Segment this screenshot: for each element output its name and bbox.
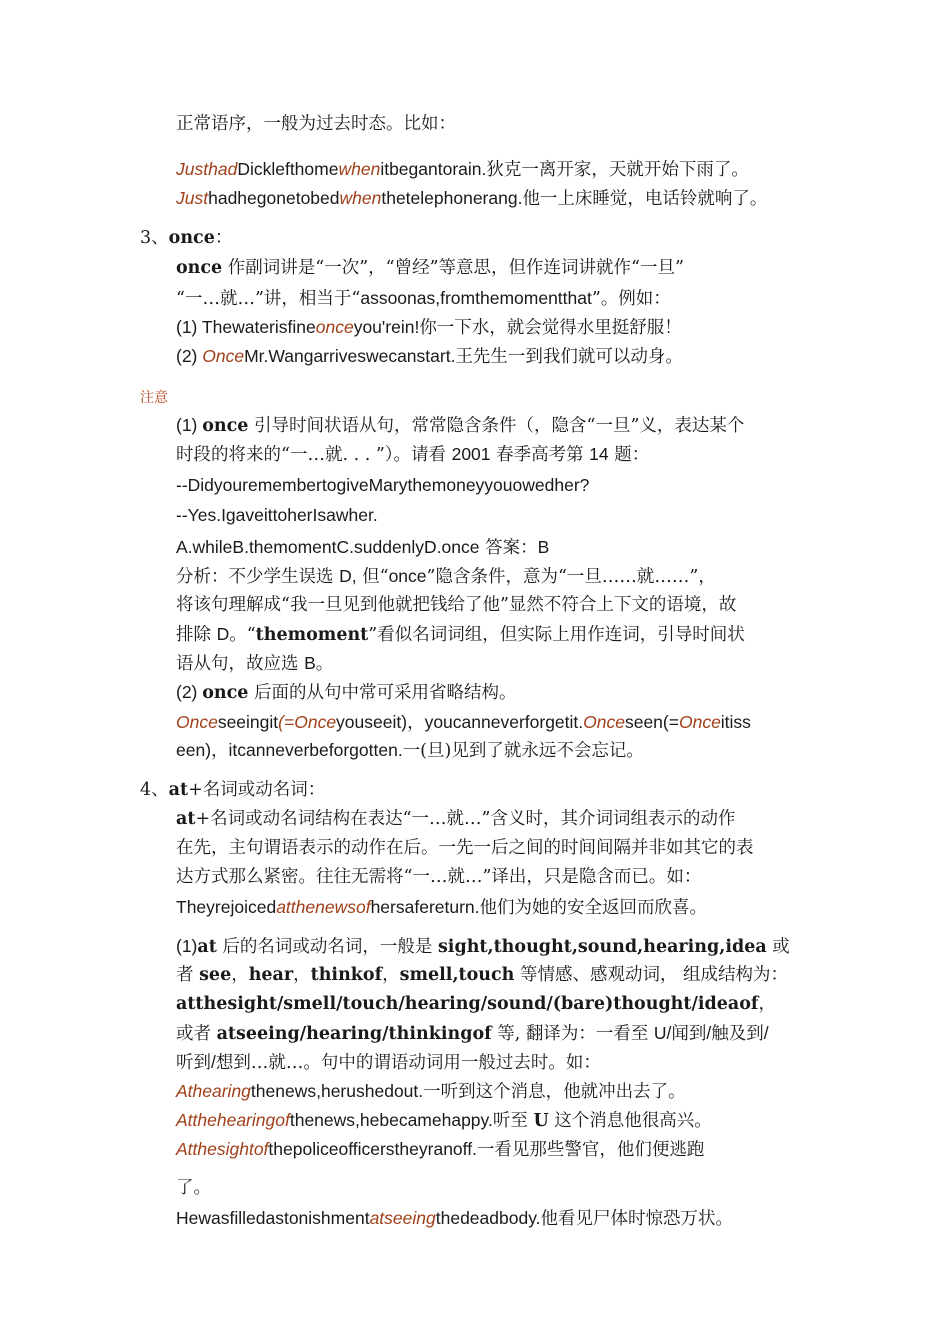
text: Theyrejoiced bbox=[176, 897, 277, 917]
keyword: Once bbox=[202, 346, 245, 366]
keyword: Once bbox=[678, 712, 721, 732]
example-line bbox=[176, 1079, 686, 1104]
translation: 了。 bbox=[176, 1178, 211, 1198]
keyword: Just bbox=[176, 188, 209, 208]
text-line bbox=[176, 622, 745, 647]
section-heading bbox=[140, 778, 325, 802]
keyword: Once bbox=[294, 712, 337, 732]
text-line bbox=[176, 680, 517, 705]
text: 闻到 bbox=[671, 1024, 707, 1044]
text: ”隐含条件，意为“一旦……就……”， bbox=[426, 567, 716, 587]
text: 春季高考第 bbox=[490, 445, 590, 465]
text: (2) bbox=[176, 346, 203, 366]
text: 排除 bbox=[176, 625, 217, 645]
text: (1) bbox=[176, 936, 198, 956]
keyword: had bbox=[208, 159, 238, 179]
translation: 一看见那些警官，他们便逃跑 bbox=[476, 1140, 705, 1160]
text: ， bbox=[293, 965, 311, 985]
example-line bbox=[176, 1206, 733, 1231]
text: once bbox=[388, 566, 427, 586]
keyword: atthenewsof bbox=[276, 897, 371, 917]
text: 但“ bbox=[356, 567, 389, 587]
text: --Yes.IgaveittoherIsawher. bbox=[176, 505, 378, 525]
text: 语从句，故应选 bbox=[176, 654, 305, 674]
example-line bbox=[176, 157, 749, 182]
text: (1) bbox=[176, 415, 203, 435]
text: thenews,herushedout. bbox=[250, 1081, 424, 1101]
keyword: Atthesightof bbox=[176, 1139, 269, 1159]
text: ， bbox=[382, 965, 400, 985]
text-line bbox=[176, 564, 716, 589]
text: 后的名词或动名词，一般是 bbox=[216, 937, 438, 957]
text: 引导时间状语从句，常常隐含条件（，隐含“一旦”义，表达某个 bbox=[248, 416, 745, 436]
example-line bbox=[176, 895, 707, 920]
text: seeingit bbox=[217, 712, 279, 732]
text: 。“ bbox=[229, 625, 256, 645]
text: een) bbox=[176, 740, 212, 760]
text: A.whileB.themomentC.suddenlyD.once bbox=[176, 537, 480, 557]
text: / bbox=[763, 1023, 769, 1043]
example-line bbox=[176, 738, 644, 763]
keyword: Atthehearingof bbox=[176, 1110, 290, 1130]
example-line bbox=[176, 186, 767, 211]
text: 者 bbox=[176, 965, 200, 985]
translation: 一(旦)见到了就永远不会忘记。 bbox=[402, 741, 644, 761]
text: 或 bbox=[766, 937, 790, 957]
text: 题： bbox=[608, 445, 650, 465]
keyword: when bbox=[339, 188, 382, 208]
keyword: see bbox=[199, 965, 232, 985]
text-line bbox=[176, 535, 549, 560]
text: youcanneverforgetit. bbox=[424, 712, 584, 732]
text: 作副词讲是“一次”，“曾经”等意思，但作连词讲就作“一旦” bbox=[222, 258, 684, 278]
text-line bbox=[176, 836, 754, 860]
text-line bbox=[176, 963, 788, 987]
keyword: Once bbox=[583, 712, 625, 732]
text: 14 bbox=[589, 444, 609, 464]
text: Mr.Wangarriveswecanstart. bbox=[244, 346, 456, 366]
text-line bbox=[176, 992, 776, 1016]
text: 等, 翻译为：一看至 bbox=[491, 1024, 654, 1044]
keyword: Just bbox=[176, 159, 209, 179]
example-line bbox=[176, 315, 682, 340]
text-line bbox=[176, 503, 378, 527]
text: 触及到 bbox=[711, 1024, 764, 1044]
note-label bbox=[140, 386, 168, 410]
text: D bbox=[216, 624, 230, 644]
text: (2) bbox=[176, 682, 203, 702]
text: 时段的将来的“一…就. . . ”）。请看 bbox=[176, 445, 452, 465]
text: ： bbox=[214, 228, 233, 248]
section-number: 4、 bbox=[140, 780, 169, 800]
text: seen(= bbox=[624, 712, 679, 732]
text: 2001 bbox=[451, 444, 491, 464]
text: B bbox=[304, 653, 316, 673]
text: 后面的从句中常可采用省略结构。 bbox=[248, 683, 517, 703]
text-line bbox=[176, 112, 456, 136]
text: +名词或动名词： bbox=[188, 780, 326, 800]
example-line bbox=[176, 344, 683, 369]
text: +名词或动名词结构在表达“一…就…”含义时，其介词词组表示的动作 bbox=[195, 809, 736, 829]
text: thedeadbody. bbox=[435, 1208, 541, 1228]
text: ， bbox=[407, 713, 425, 733]
text: thepoliceofficerstheyranoff. bbox=[268, 1139, 477, 1159]
keyword: once bbox=[315, 317, 354, 337]
text: Dicklefthome bbox=[237, 159, 339, 179]
text: 答案： bbox=[479, 538, 538, 558]
keyword: atthesight/smell/touch/hearing/sound/(bare)thought/ideaof bbox=[176, 994, 759, 1014]
text: assoonas,fromthemomentthat bbox=[360, 288, 592, 308]
text: thetelephonerang. bbox=[381, 188, 523, 208]
text: Hewasfilledastonishment bbox=[176, 1208, 370, 1228]
text: 正常语序，一般为过去时态。比如： bbox=[176, 114, 456, 134]
text: ， bbox=[231, 965, 249, 985]
text: U bbox=[533, 1111, 549, 1131]
keyword: Once bbox=[176, 712, 218, 732]
keyword: themoment bbox=[255, 625, 369, 645]
text-line bbox=[176, 865, 701, 889]
keyword: Athearing bbox=[176, 1081, 251, 1101]
keyword: (= bbox=[278, 712, 295, 732]
text: 在先，主句谓语表示的动作在后。一先一后之间的时间间隔并非如其它的表 bbox=[176, 838, 754, 858]
text: ”。例如： bbox=[591, 289, 671, 309]
section-keyword: at bbox=[168, 780, 189, 800]
keyword: thinkof bbox=[310, 965, 383, 985]
text: itbegantorain. bbox=[380, 159, 487, 179]
text-line bbox=[176, 442, 649, 467]
text: 或者 bbox=[176, 1024, 217, 1044]
section-number: 3、 bbox=[140, 228, 169, 248]
keyword: smell,touch bbox=[399, 965, 515, 985]
text: ， bbox=[211, 741, 229, 761]
translation: 你一下水，就会觉得水里挺舒服！ bbox=[419, 318, 682, 338]
keyword: hear bbox=[248, 965, 294, 985]
text: (1) Thewaterisfine bbox=[176, 317, 316, 337]
text: U/ bbox=[653, 1023, 672, 1043]
text-line bbox=[176, 256, 684, 280]
text: itcanneverbeforgotten. bbox=[228, 740, 403, 760]
translation: 王先生一到我们就可以动身。 bbox=[455, 347, 683, 367]
text-line bbox=[176, 651, 333, 676]
text: youseeit) bbox=[336, 712, 408, 732]
text-line bbox=[176, 807, 736, 831]
text: --DidyouremembertogiveMarythemoneyyouowedher? bbox=[176, 475, 590, 495]
translation: 他一上床睡觉，电话铃就响了。 bbox=[522, 189, 768, 209]
text: 想到…就…。句中的谓语动词用一般过去时。如： bbox=[215, 1053, 601, 1073]
text: D, bbox=[339, 566, 357, 586]
translation: 这个消息他很高兴。 bbox=[548, 1111, 712, 1131]
keyword: atseeing/hearing/thinkingof bbox=[216, 1024, 492, 1044]
text: 分析：不少学生误选 bbox=[176, 567, 340, 587]
text-line bbox=[176, 1021, 769, 1046]
text-line bbox=[176, 593, 736, 617]
text: ， bbox=[758, 994, 776, 1014]
example-line bbox=[176, 1137, 704, 1162]
keyword: once bbox=[202, 416, 249, 436]
translation: 他们为她的安全返回而欣喜。 bbox=[479, 898, 708, 918]
text: 听到 bbox=[176, 1053, 211, 1073]
translation: 听至 bbox=[492, 1111, 534, 1131]
translation: 狄克一离开家，天就开始下雨了。 bbox=[486, 160, 749, 180]
text: B bbox=[537, 537, 550, 557]
text: 达方式那么紧密。往往无需将“一…就…”译出，只是隐含而已。如： bbox=[176, 867, 702, 887]
keyword: sight,thought,sound,hearing,idea bbox=[437, 937, 767, 957]
section-keyword: once bbox=[168, 228, 215, 248]
text-line bbox=[176, 286, 671, 311]
text: 将该句理解成“我一旦见到他就把钱给了他”显然不符合上下文的语境，故 bbox=[176, 595, 737, 615]
text-line bbox=[176, 1176, 211, 1200]
example-line bbox=[176, 710, 751, 735]
text: ”看似名词词组，但实际上用作连词，引导时间状 bbox=[368, 625, 745, 645]
text: “一…就…”讲，相当于“ bbox=[176, 289, 361, 309]
text: / bbox=[211, 1052, 216, 1072]
text: hersafereturn. bbox=[370, 897, 480, 917]
text-line bbox=[176, 1050, 601, 1075]
text: / bbox=[706, 1023, 712, 1043]
section-heading bbox=[140, 226, 232, 250]
text: 等情感、感观动词， 组成结构为： bbox=[514, 965, 789, 985]
translation: 他看见尸体时惊恐万状。 bbox=[540, 1209, 734, 1229]
keyword: when bbox=[338, 159, 381, 179]
text-line bbox=[176, 413, 744, 438]
keyword: at bbox=[176, 809, 196, 829]
keyword: once bbox=[202, 683, 249, 703]
keyword: once bbox=[176, 258, 223, 278]
text-line bbox=[176, 934, 790, 959]
text-line bbox=[176, 473, 589, 497]
text: 。 bbox=[315, 654, 334, 674]
keyword: atseeing bbox=[369, 1208, 436, 1228]
text: 注意 bbox=[140, 390, 168, 406]
text: hadhegonetobed bbox=[208, 188, 340, 208]
text: itiss bbox=[720, 712, 751, 732]
translation: 一听到这个消息，他就冲出去了。 bbox=[423, 1082, 686, 1102]
text: thenews,hebecamehappy. bbox=[289, 1110, 493, 1130]
text: you'rein! bbox=[353, 317, 420, 337]
keyword: at bbox=[197, 937, 217, 957]
example-line bbox=[176, 1108, 712, 1133]
